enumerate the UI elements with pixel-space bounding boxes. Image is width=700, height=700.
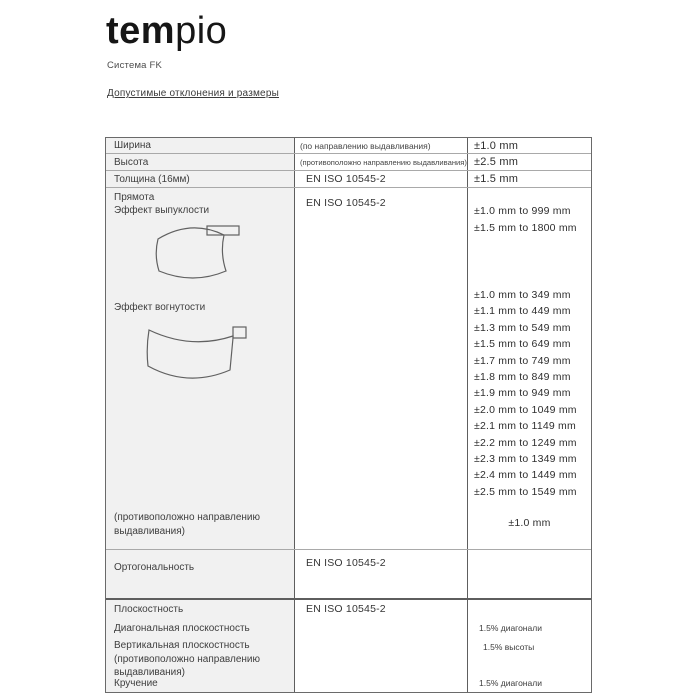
diagonal-flatness-value: 1.5% диагонали [479,623,542,633]
system-label: Система FK [107,60,163,71]
flatness-standard: EN ISO 10545-2 [306,603,386,615]
height-label: Высота [114,156,149,168]
table-row-straightness [106,187,591,549]
straightness-opposite-note-line2: выдавливания) [114,525,186,537]
tolerances-link[interactable]: Допустимые отклонения и размеры [107,88,279,99]
tolerance-line: ±1.0 mm to 349 mm [474,289,571,301]
table-row-thickness [106,170,591,187]
tolerance-line: ±2.2 mm to 1249 mm [474,436,577,449]
torsion-label: Кручение [114,678,158,689]
convex-shape-drawing [151,221,243,283]
torsion-value: 1.5% диагонали [479,678,542,688]
tolerance-line: ±2.1 mm to 1149 mm [474,420,576,433]
width-value: ±1.0 mm [474,139,519,152]
logo-bold-part: tem [106,10,176,52]
orthogonality-standard: EN ISO 10545-2 [306,557,386,569]
width-note: (по направлению выдавливания) [300,140,431,151]
straightness-range-values [468,287,577,500]
concave-shape-drawing [143,324,251,382]
vertical-flatness-note-line1: (противоположно направлению [114,653,260,665]
orthogonality-label: Ортогональность [114,562,195,573]
width-label: Ширина [114,140,151,151]
vertical-flatness-value: 1.5% высоты [483,642,535,652]
tolerance-line: ±1.8 mm to 849 mm [474,371,571,384]
vertical-flatness-note-line2: выдавливания) [114,667,186,679]
tolerance-line: ±1.1 mm to 449 mm [474,305,571,318]
flatness-label: Плоскостность [114,604,184,615]
thickness-label: Толщина (16мм) [114,173,190,185]
concave-effect-label: Эффект вогнутости [114,302,206,313]
table-row-width [106,138,591,153]
vertical-flatness-label [114,639,260,680]
tolerance-line: ±2.3 mm to 1349 mm [474,453,577,466]
height-value: ±2.5 mm [474,156,519,168]
table-row-orthogonality [106,549,591,598]
logo-light-part: pio [175,10,228,52]
height-note: (противоположно направлению выдавливания) [300,157,467,167]
tolerance-line: ±1.3 mm to 549 mm [474,321,571,334]
tolerance-line: ±2.4 mm to 1449 mm [474,469,577,482]
tolerance-line: ±2.0 mm to 1049 mm [474,403,577,416]
tolerance-line: ±1.0 mm to 999 mm [474,205,571,217]
diagonal-flatness-label: Диагональная плоскостность [114,623,250,634]
tempio-logo [106,8,227,54]
thickness-value: ±1.5 mm [474,173,519,185]
straightness-opposite-note-line1: (противоположно направлению [114,512,260,523]
straightness-standard: EN ISO 10545-2 [306,197,386,209]
straightness-top-values [468,203,577,237]
straightness-opposite-value: ±1.0 mm [508,517,551,529]
tolerance-line: ±2.5 mm to 1549 mm [474,485,577,498]
table-row-flatness [106,598,591,692]
table-row-height [106,153,591,170]
tolerance-line: ±1.9 mm to 949 mm [474,387,571,400]
tolerance-line: ±1.5 mm to 649 mm [474,338,571,351]
tolerance-table [105,137,592,693]
straightness-label: Прямота [114,192,155,203]
vertical-flatness-label-line1: Вертикальная плоскостность [114,640,250,651]
convex-effect-label: Эффект выпуклости [114,205,210,216]
thickness-standard: EN ISO 10545-2 [306,172,386,185]
tolerance-line: ±1.5 mm to 1800 mm [474,222,577,234]
straightness-opposite-note [114,511,260,538]
tolerance-line: ±1.7 mm to 749 mm [474,354,571,367]
